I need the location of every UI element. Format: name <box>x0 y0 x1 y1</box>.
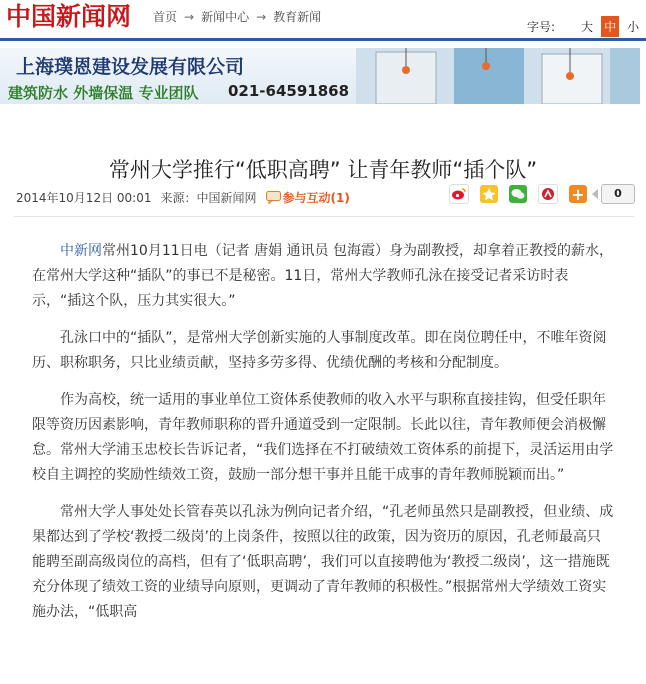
content-divider <box>14 216 634 217</box>
font-size-switcher <box>527 16 639 37</box>
article-body <box>32 239 614 637</box>
share-bar <box>449 184 635 204</box>
ad-phone: 021-64591868 <box>228 82 350 100</box>
paragraph: 作为高校，统一适用的事业单位工资体系使教师的收入水平与职称直接挂钩，但受任职年限等资历因素影响，青年教师职称的晋升通道受到一定限制。长此以往，青年教师便会消极懈怠。常州大学浦玉忠校长告诉记者，“我们选择在不打破绩效工资体系的前提下，灵活运用由学校自主调控的奖励性绩效工资，鼓励一部分想干事并且能干成事的青年教师脱颖而出。” <box>32 392 614 483</box>
article-source: 来源：中国新闻网 <box>160 191 257 205</box>
ad-slogan: 建筑防水 外墙保温 专业团队 <box>8 84 199 102</box>
source-link[interactable]: 中新网 <box>60 243 102 259</box>
renren-icon[interactable] <box>538 184 558 204</box>
ad-building-image <box>356 48 640 104</box>
breadcrumb-news-center[interactable]: 新闻中心 <box>201 10 250 24</box>
article-title: 常州大学推行“低职高聘” 让青年教师“插个队” <box>108 158 538 183</box>
top-bar <box>0 0 646 36</box>
font-size-medium[interactable]: 中 <box>601 16 619 37</box>
more-share-icon[interactable]: + <box>569 185 587 203</box>
paragraph: 中新网常州10月11日电（记者 唐娟 通讯员 包海霞）身为副教授，却拿着正教授的薪水，在常州大学这种“插队”的事已不是秘密。11日，常州大学教师孔泳在接受记者采访时表示，“插这个队，压力其实很大。” <box>32 243 613 309</box>
arrow-right-icon: → <box>256 9 267 24</box>
count-arrow-icon <box>592 189 598 199</box>
font-size-label: 字号: <box>527 20 556 34</box>
join-discussion-label: 参与互动(1) <box>282 191 350 205</box>
wechat-icon[interactable] <box>509 185 527 203</box>
font-size-small[interactable]: 小 <box>627 20 640 34</box>
site-logo[interactable]: 中国新闻网 <box>6 2 132 31</box>
join-discussion-link[interactable] <box>266 189 350 206</box>
ad-company-name: 上海璞恩建设发展有限公司 <box>16 56 245 78</box>
comment-icon <box>266 191 281 204</box>
share-count: 0 <box>601 184 635 204</box>
weibo-icon[interactable] <box>449 184 469 204</box>
font-size-large[interactable]: 大 <box>581 20 594 34</box>
publish-date: 2014年10月12日 00:01 <box>16 191 152 205</box>
paragraph: 孔泳口中的“插队”，是常州大学创新实施的人事制度改革。即在岗位聘任中，不唯年资阅历、职称职务，只比业绩贡献，坚持多劳多得、优绩优酬的考核和分配制度。 <box>32 330 607 371</box>
article-meta <box>16 189 350 206</box>
breadcrumb <box>153 8 321 25</box>
header-divider <box>0 38 646 41</box>
breadcrumb-education-news[interactable]: 教育新闻 <box>273 10 322 24</box>
qzone-icon[interactable] <box>480 185 498 203</box>
arrow-right-icon: → <box>184 9 195 24</box>
ad-banner[interactable] <box>0 48 640 104</box>
paragraph: 常州大学人事处处长管春英以孔泳为例向记者介绍，“孔老师虽然只是副教授，但业绩、成果都达到了学校‘教授二级岗’的上岗条件，按照以往的政策，因为资历的原因，孔老师最高只能聘至副高级岗位的高档，但有了‘低职高聘’，我们可以直接聘他为‘教授二级岗’，这一措施既充分体现了绩效工资的业绩导向原则，更调动了青年教师的积极性。”根据常州大学绩效工资实施办法，“低职高 <box>32 504 614 620</box>
breadcrumb-home[interactable]: 首页 <box>153 10 178 24</box>
